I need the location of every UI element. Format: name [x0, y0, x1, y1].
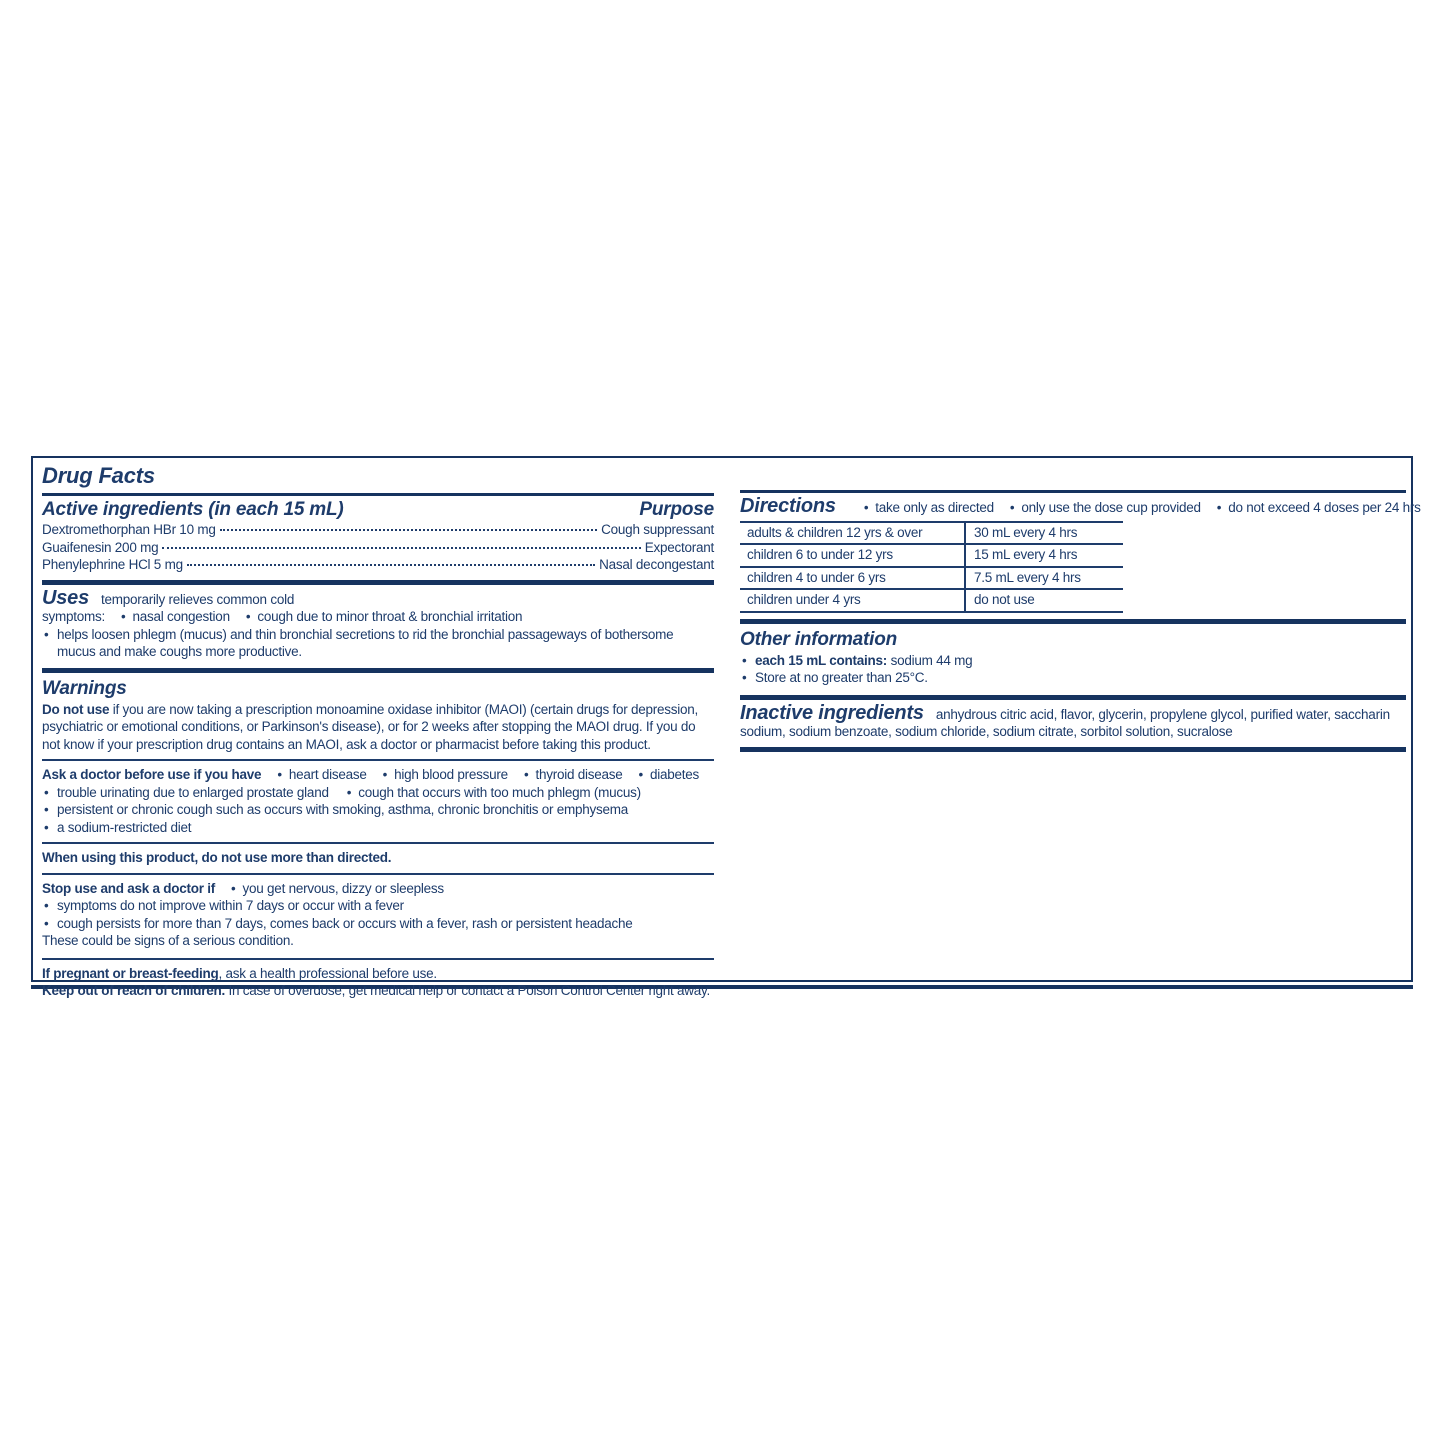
age-cell: children 4 to under 6 yrs [740, 568, 966, 589]
when-using-paragraph [42, 849, 714, 867]
right-column-top-rule [740, 490, 1406, 493]
storage-bullet: • Store at no greater than 25°C. [740, 669, 1406, 687]
section-divider [42, 668, 714, 673]
ingredient-purpose: Expectorant [644, 539, 714, 555]
dosage-row [740, 545, 1123, 568]
age-cell: children 6 to under 12 yrs [740, 545, 966, 566]
pregnancy-warning [42, 965, 714, 983]
ask-doctor-bullet [42, 784, 714, 802]
uses-section [42, 586, 714, 661]
sodium-content-bullet [740, 652, 1406, 670]
inactive-ingredients-heading: Inactive ingredients [740, 701, 924, 724]
keep-out-text: In case of overdose, get medical help or contact a Poison Control Center right away. [225, 983, 711, 998]
active-ingredients-heading: Active ingredients (in each 15 mL) [42, 499, 344, 520]
ask-doctor-section [42, 766, 714, 836]
dosage-row [740, 590, 1123, 613]
subsection-divider [42, 759, 714, 761]
stop-use-bullet: • symptoms do not improve within 7 days or occur with a fever [42, 897, 714, 915]
stop-use-bullet: • cough persists for more than 7 days, comes back or occurs with a fever, rash or persistent headache [42, 915, 714, 933]
inactive-ingredients-section [740, 701, 1406, 741]
sodium-text: sodium 44 mg [887, 652, 973, 668]
inactive-ingredients-text: anhydrous citric acid, flavor, glycerin, propylene glycol, purified water, saccharin sodium, sodium benzoate, sodium chloride, sodium citrate, sorbitol solution, sucralose [740, 706, 1390, 739]
subsection-divider [42, 842, 714, 844]
section-divider [42, 580, 714, 585]
drug-facts-title: Drug Facts [42, 463, 155, 488]
keep-out-of-reach-warning [42, 982, 714, 1000]
directions-bullet: • take only as directed [864, 500, 994, 515]
dosage-row [740, 568, 1123, 591]
ask-doctor-condition: • diabetes [639, 767, 700, 782]
dosage-row [740, 523, 1123, 546]
left-column [42, 463, 714, 1000]
ask-doctor-lead: Ask a doctor before use if you have [42, 767, 262, 782]
do-not-use-lead: Do not use [42, 701, 110, 717]
directions-section [740, 495, 1421, 517]
uses-heading: Uses [42, 586, 90, 609]
stop-use-condition: • you get nervous, dizzy or sleepless [231, 881, 444, 896]
sodium-lead: each 15 mL contains: [755, 652, 888, 668]
do-not-use-text: if you are now taking a prescription monoamine oxidase inhibitor (MAOI) (certain drugs for depression, psychiatric or emotional conditions, or Parkinson's disease), or for 2 weeks after stopping the MAOI drug. If you do not know if your prescription drug contains an MAOI, ask a doctor or pharmacist before taking this product. [42, 701, 699, 752]
dose-cell: 15 mL every 4 hrs [974, 547, 1078, 562]
age-cell: adults & children 12 yrs & over [740, 523, 966, 544]
ingredient-row [42, 539, 714, 557]
other-information-heading: Other information [740, 628, 898, 650]
pregnancy-text: , ask a health professional before use. [218, 965, 437, 981]
ask-doctor-condition: • thyroid disease [524, 767, 623, 782]
age-cell: children under 4 yrs [740, 590, 966, 611]
active-ingredients-header-row [42, 499, 714, 521]
warnings-heading: Warnings [42, 677, 127, 699]
subsection-divider [42, 873, 714, 875]
section-divider [740, 747, 1406, 752]
uses-inline-bullet: • cough due to minor throat & bronchial irritation [246, 609, 522, 624]
title-divider [42, 493, 714, 496]
ingredient-row [42, 556, 714, 574]
dotted-leader [162, 547, 640, 549]
dose-cell: 30 mL every 4 hrs [974, 524, 1078, 540]
ask-doctor-condition: • high blood pressure [383, 767, 508, 782]
ingredient-row [42, 521, 714, 539]
stop-use-section [42, 880, 714, 950]
stop-use-lead: Stop use and ask a doctor if [42, 880, 216, 896]
section-divider [740, 695, 1406, 700]
dotted-leader [220, 529, 598, 531]
dotted-leader [187, 564, 595, 566]
ingredient-name: Dextromethorphan HBr 10 mg [42, 522, 216, 537]
ingredient-purpose: Nasal decongestant [599, 557, 714, 572]
pregnancy-lead: If pregnant or breast-feeding [42, 965, 219, 981]
dose-cell: 7.5 mL every 4 hrs [974, 569, 1081, 585]
uses-bullet: • helps loosen phlegm (mucus) and thin bronchial secretions to rid the bronchial passageways of bothersome mucus and make coughs more productive. [42, 626, 714, 661]
directions-bullet: • only use the dose cup provided [1010, 500, 1201, 515]
dosage-table [740, 521, 1123, 613]
keep-out-lead: Keep out of reach of children. [42, 983, 226, 998]
ask-doctor-bullet: • a sodium-restricted diet [42, 819, 714, 837]
purpose-heading: Purpose [639, 499, 714, 520]
ingredient-purpose: Cough suppressant [601, 522, 714, 537]
right-column [740, 490, 1421, 757]
uses-inline-bullet: • nasal congestion [121, 609, 230, 624]
ask-doctor-bullet: • persistent or chronic cough such as occurs with smoking, asthma, chronic bronchitis or emphysema [42, 801, 714, 819]
ingredient-name: Guaifenesin 200 mg [42, 539, 159, 555]
directions-heading: Directions [740, 495, 836, 517]
when-using-text: When using this product, do not use more than directed. [42, 850, 392, 865]
subsection-divider [42, 958, 714, 960]
ask-doctor-condition: • cough that occurs with too much phlegm (mucus) [347, 785, 641, 800]
do-not-use-paragraph [42, 701, 714, 754]
ask-doctor-condition: • heart disease [277, 767, 366, 782]
dose-cell: do not use [974, 592, 1035, 607]
uses-intro: temporarily relieves common cold symptoms: [42, 591, 295, 624]
stop-use-footer: These could be signs of a serious condition. [42, 933, 294, 948]
section-divider [740, 619, 1406, 624]
ask-doctor-condition: trouble urinating due to enlarged prostate gland [57, 784, 329, 800]
ingredient-name: Phenylephrine HCl 5 mg [42, 557, 183, 572]
drug-facts-panel [31, 456, 1421, 998]
directions-bullet: • do not exceed 4 doses per 24 hrs [1217, 500, 1421, 515]
